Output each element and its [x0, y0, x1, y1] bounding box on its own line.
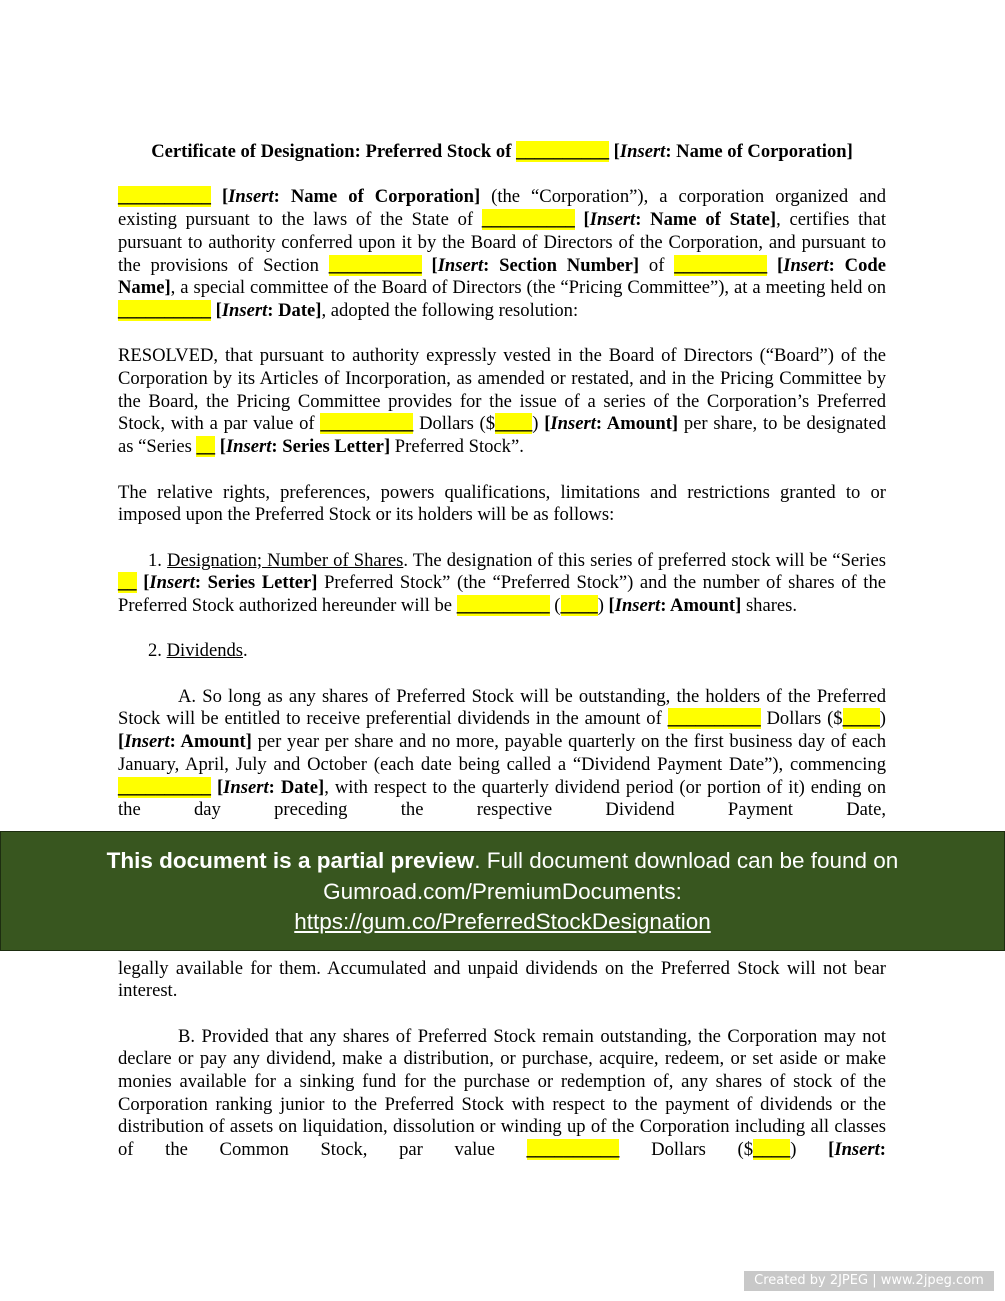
bold-text: : Section Number] [483, 254, 640, 276]
bold-text: : Date] [268, 776, 325, 798]
banner-bold-text: This document is a partial preview [106, 848, 475, 873]
section-heading: Dividends [166, 640, 244, 662]
insert-label: Insert [437, 254, 484, 276]
text-run: B. Provided that any shares of Preferred Stock remain outstanding, the Corporation may not declare or pay any dividend, make a distribution, or purchase, acquire, redeem, or set aside or make monies available for a sinking fund for the purchase or redemption of, any shares of stock of the Corporation ranking junior to the Preferred Stock with respect to the payment of dividends or the distribution of assets on liquidation, dissolution or winding up of the Corporation including all classes of the Common Stock, par value [118, 1025, 886, 1161]
text-run: , with respect to the quarterly dividend period (or portion of it) ending on the day preceding the respective Dividend Payment Date, [118, 776, 887, 821]
text-run: ) [879, 708, 886, 730]
bold-text: : Amount] [660, 595, 742, 616]
blank-field[interactable]: __________ [674, 254, 768, 276]
blank-field[interactable]: __________ [320, 413, 414, 435]
bold-text: : Series Letter] [194, 572, 318, 594]
paragraph [118, 550, 886, 618]
blank-field[interactable]: ____ [560, 595, 598, 616]
text-run: ) [597, 595, 609, 616]
blank-field[interactable]: __ [118, 572, 137, 594]
paragraph [118, 686, 886, 822]
text-run: , a special committee of the Board of Directors (the “Pricing Committee”), at a meeting held on [170, 277, 886, 299]
bold-text: [ [219, 436, 226, 458]
text-run: 1. [148, 549, 168, 571]
insert-label: Insert [783, 254, 829, 276]
bold-text: [ [544, 413, 551, 435]
banner-line-1 [1, 846, 1004, 877]
text-run: ) [532, 413, 545, 435]
bold-text: : Date] [267, 299, 322, 321]
bold-text: [ [767, 254, 784, 276]
text-run: of [639, 254, 675, 276]
text-run: . [243, 640, 248, 662]
text-run: The relative rights, preferences, powers qualifications, limitations and restrictions granted to or imposed upon the Preferred Stock or its holders will be as follows: [118, 481, 886, 526]
text-run: 2. [148, 640, 167, 662]
section-heading: Designation; Number of Shares [167, 549, 404, 571]
insert-label: Insert [225, 436, 272, 458]
text-run: Preferred Stock” (the “Preferred Stock”) and the number of shares of the Preferred Stock authorized hereunder will be [118, 572, 886, 616]
insert-label: Insert [124, 731, 170, 753]
bold-text: [ [216, 776, 224, 798]
bold-text: : Code Name] [118, 254, 886, 299]
bold-text: : Name of State] [635, 209, 777, 231]
bold-text: [ [421, 254, 438, 276]
bold-text: : Amount] [169, 731, 252, 753]
bold-text: : Name of Corporation] [273, 186, 481, 208]
blank-field[interactable]: __________ [118, 186, 211, 208]
document-title [118, 141, 886, 164]
bold-text: [ [609, 141, 620, 162]
text-run: shares. [741, 595, 798, 616]
bold-text: [ [608, 595, 615, 616]
paragraph [118, 345, 886, 459]
paragraph [118, 186, 886, 322]
blank-field[interactable]: __________ [481, 209, 575, 231]
paragraph [118, 958, 886, 1003]
text-run: (the “Corporation”), a corporation organized and existing pursuant to the laws of the State of [118, 186, 887, 231]
preview-banner [0, 831, 1005, 951]
blank-field[interactable]: __________ [516, 141, 610, 162]
blank-field[interactable]: __________ [328, 254, 422, 276]
blank-field[interactable]: __________ [667, 708, 761, 730]
insert-label: Insert [619, 141, 666, 162]
bold-text: [ [210, 186, 229, 208]
insert-label: Insert [221, 299, 268, 321]
insert-label: Insert [589, 209, 636, 231]
insert-label: Insert [223, 776, 269, 798]
text-run: , certifies that pursuant to authority conferred upon it by the Board of Directors of the Corporation, and pursuant to the provisions of Section [118, 209, 887, 276]
text-run: Dollars ($ [413, 413, 496, 435]
blank-field[interactable]: __________ [456, 595, 550, 616]
text-run: RESOLVED, that pursuant to authority expressly vested in the Board of Directors (“Board”) of the Corporation by its Articles of Incorporation, as amended or restated, and in the Pricing Committee by the Board, the Pricing Committee provides for the issue of a series of the Corporation’s Preferred Stock, with a par value of [118, 345, 886, 435]
bold-text: [ [574, 209, 590, 231]
bold-text: [ [828, 1139, 835, 1161]
bold-text: : Series Letter] [271, 436, 391, 458]
bold-text: [ [143, 572, 150, 594]
bold-text: [ [210, 299, 222, 321]
blank-field[interactable]: ____ [842, 708, 880, 730]
insert-label: Insert [228, 186, 274, 208]
bold-text: : Name of Corporation] [665, 141, 853, 162]
document-body [106, 186, 899, 1161]
text-run: per share, to be designated as “Series [118, 413, 887, 458]
text-run: Dollars ($ [619, 1139, 754, 1161]
blank-field[interactable]: __________ [118, 776, 211, 798]
banner-line-2: Gumroad.com/PremiumDocuments: [323, 878, 682, 904]
bold-text: [ [118, 731, 125, 753]
banner-text: . Full document download can be found on [474, 848, 899, 873]
paragraph [118, 1026, 886, 1162]
text-run: ) [790, 1139, 829, 1161]
text-run: , adopted the following resolution: [321, 299, 579, 321]
insert-label: Insert [550, 413, 596, 435]
insert-label: Insert [149, 572, 195, 594]
blank-field[interactable]: ____ [753, 1139, 791, 1161]
bold-text: : [879, 1139, 886, 1161]
text-run: Preferred Stock”. [390, 436, 524, 458]
text-run: ( [549, 595, 561, 616]
text-run: per year per share and no more, payable quarterly on the first business day of each January, April, July and October (each date being called a “Dividend Payment Date”), commencing [118, 731, 886, 775]
text-run: A. So long as any shares of Preferred Stock will be outstanding, the holders of the Preferred Stock will be entitled to receive preferential dividends in the amount of [118, 685, 886, 730]
insert-label: Insert [834, 1139, 880, 1161]
blank-field[interactable]: __ [196, 436, 216, 458]
text-run: . The designation of this series of preferred stock will be “Series [403, 549, 887, 571]
document-page [106, 141, 899, 1162]
download-link[interactable]: https://gum.co/PreferredStockDesignation [294, 909, 711, 934]
blank-field[interactable]: __________ [118, 299, 211, 321]
watermark: Created by 2JPEG | www.2jpeg.com [744, 1271, 994, 1291]
insert-label: Insert [614, 595, 661, 616]
bold-text: Certificate of Designation: Preferred Stock of [151, 141, 517, 162]
blank-field[interactable]: __________ [526, 1139, 620, 1161]
text-run: legally available for them. Accumulated and unpaid dividends on the Preferred Stock will not bear interest. [118, 957, 886, 1002]
blank-field[interactable]: ____ [495, 413, 533, 435]
bold-text: : Amount] [595, 413, 679, 435]
paragraph [118, 640, 886, 663]
paragraph [118, 482, 886, 527]
text-run: Dollars ($ [760, 708, 843, 730]
